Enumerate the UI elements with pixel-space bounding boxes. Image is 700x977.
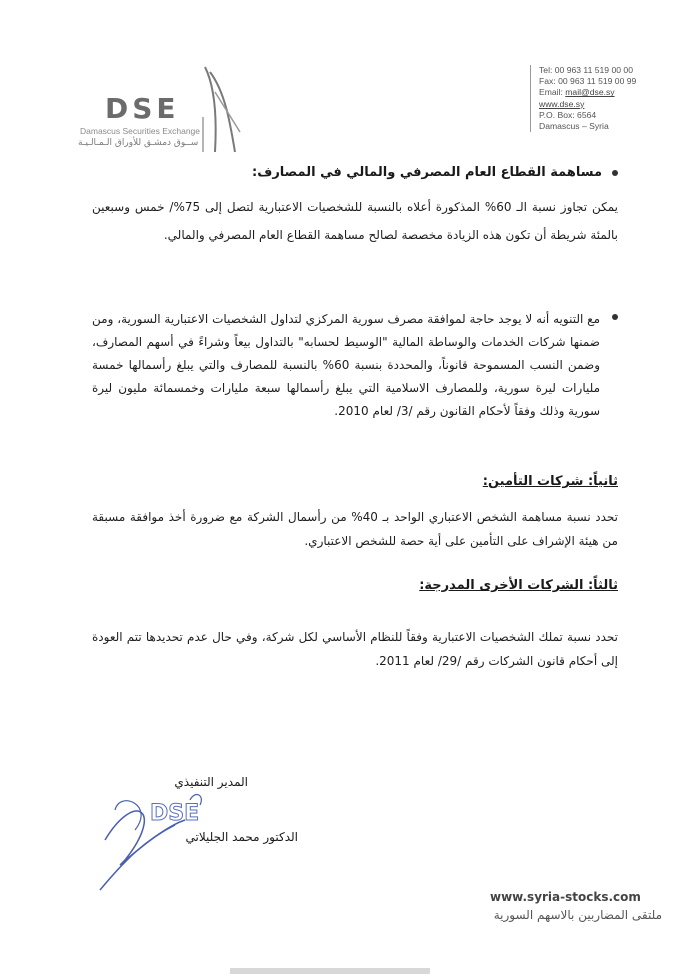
section4-paragraph: تحدد نسبة تملك الشخصيات الاعتبارية وفقاً للنظام الأساسي لكل شركة، وفي حال عدم تحديدها تتم العودة إلى أحكام قانون الشركات رقم /29/ لعام 2011. <box>92 630 618 668</box>
signature-title: المدير التنفيذي <box>174 775 248 789</box>
contact-website-link[interactable]: www.dse.sy <box>539 98 585 109</box>
section2-paragraph: مع التنويه أنه لا يوجد حاجة لموافقة مصرف سورية المركزي لتداول الشخصيات الاعتبارية السورية، ومن ضمنها شركات الخدمات والوساطة المالية "الوسيط لحسابه" بالتداول بيعاً وشراءً في أسهم المصارف، وضمن النسب المسموحة قانوناً، والمحددة بنسبة 60% بالنسبة للمصارف والتي يبلغ رأسمالها خمسة مليارات ليرة سورية، وللمصارف الاسلامية التي يبلغ رأسمالها سبعة مليارات وخمسمائة مليون ليرة سورية وذلك وفقاً لأحكام القانون رقم /3/ لعام 2010. <box>92 312 600 418</box>
contact-block <box>530 65 636 132</box>
signature-name: الدكتور محمد الجليلاتي <box>185 830 298 844</box>
contact-email-link[interactable]: mail@dse.sy <box>565 87 615 98</box>
contact-tel: Tel: 00 963 11 519 00 00 <box>539 65 633 75</box>
bottom-divider <box>230 968 430 974</box>
watermark-url: www.syria-stocks.com <box>490 890 641 904</box>
section3-heading: ثانياً: شركات التأمين: <box>482 474 618 489</box>
watermark-forum-name: ملتقى المضاربين بالاسهم السورية <box>493 908 662 922</box>
svg-text:DSE: DSE <box>150 801 200 826</box>
logo-wordmark: DSE <box>105 92 180 125</box>
logo-english-name: Damascus Securities Exchange <box>80 126 201 136</box>
bullet-icon <box>612 314 618 320</box>
section1-title: مساهمة القطاع العام المصرفي والمالي في المصارف: <box>252 165 618 180</box>
contact-email-row <box>539 87 636 98</box>
section4-heading: ثالثاً: الشركات الأخرى المدرجة: <box>419 578 618 593</box>
bullet-icon <box>612 170 618 176</box>
section1-paragraph: يمكن تجاوز نسبة الـ 60% المذكورة أعلاه بالنسبة للشخصيات الاعتبارية لتصل إلى 75%/ خمس وسبعين بالمئة شريطة أن تكون هذه الزيادة مخصصة لصالح مساهمة القطاع العام المصرفي والمالي. <box>92 200 619 242</box>
section3-paragraph: تحدد نسبة مساهمة الشخص الاعتباري الواحد بـ 40% من رأسمال الشركة مع ضرورة أخذ موافقة مسبقة من هيئة الإشراف على التأمين على أية حصة للشخص الاعتباري. <box>92 510 619 548</box>
contact-email-label: Email: <box>539 87 566 98</box>
logo-arabic-name: ســوق دمشـق للأوراق الـمـالـيـة <box>78 138 199 148</box>
contact-pobox: P.O. Box: 6564 <box>539 109 597 120</box>
contact-city: Damascus – Syria <box>539 121 609 132</box>
contact-fax: Fax: 00 963 11 519 00 99 <box>539 76 637 87</box>
